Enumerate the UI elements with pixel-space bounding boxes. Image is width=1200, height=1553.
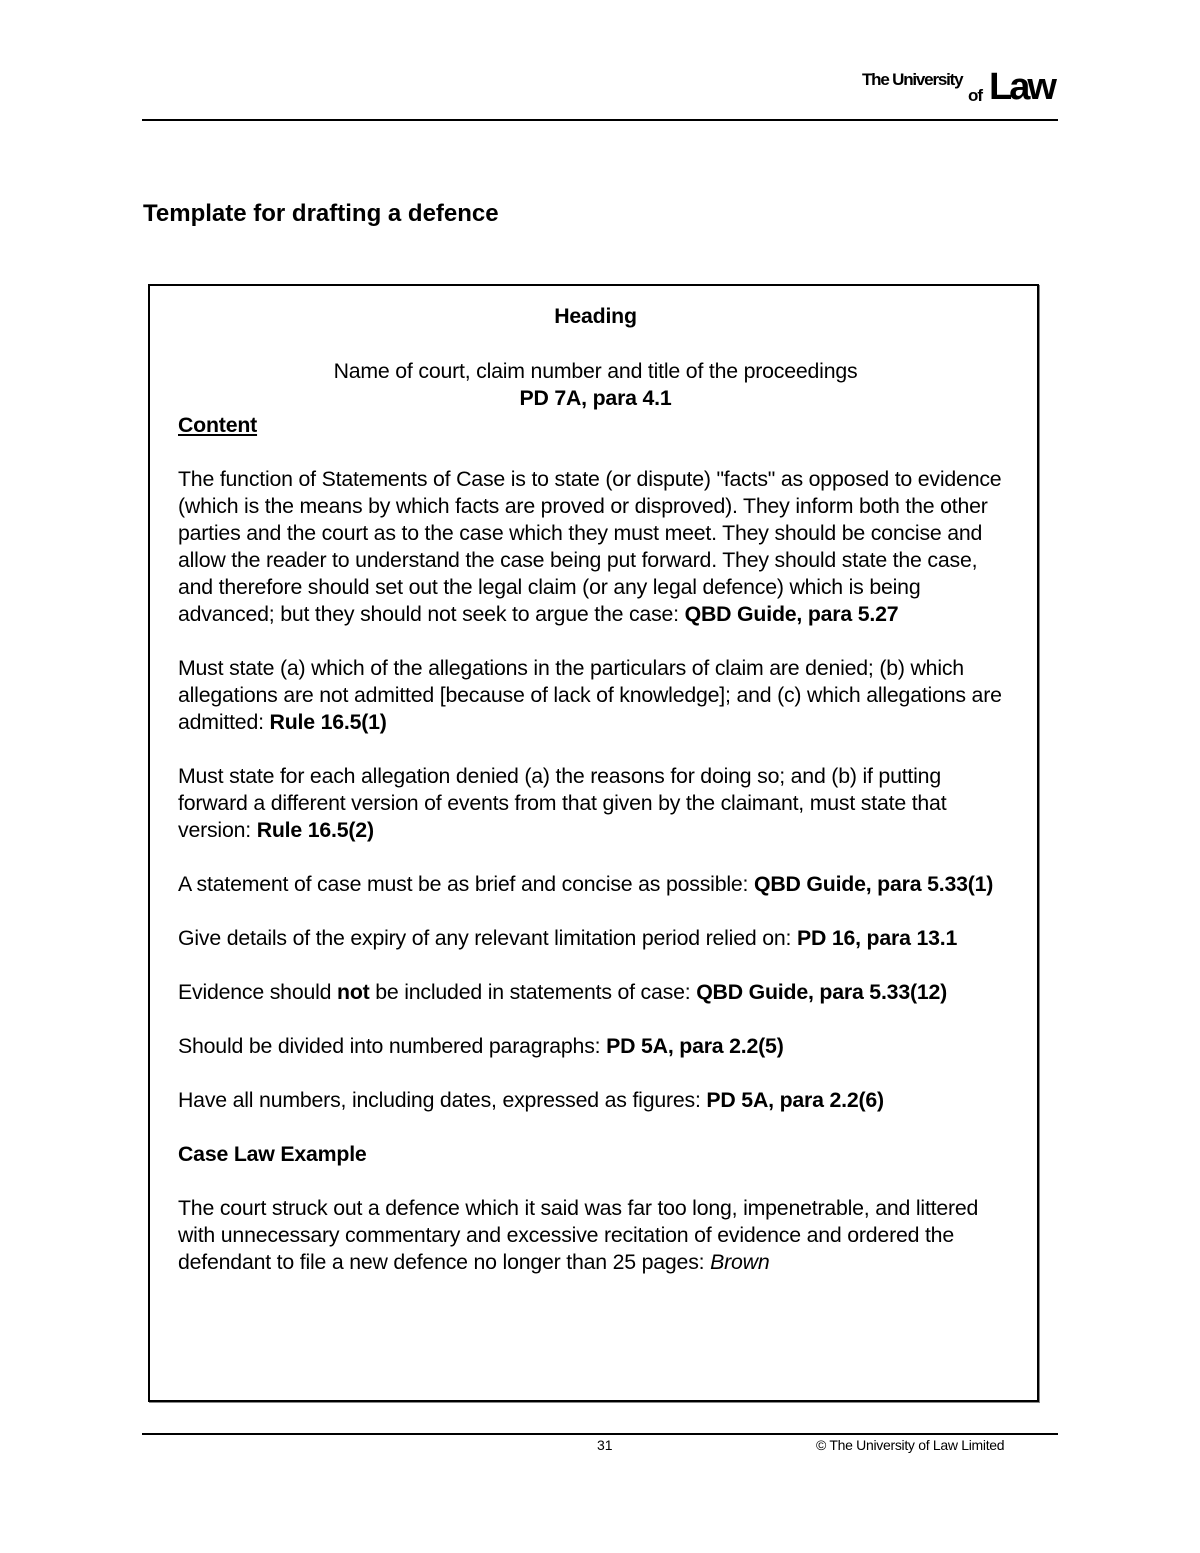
header-rule [142, 119, 1058, 121]
citation: PD 5A, para 2.2(6) [706, 1088, 884, 1112]
citation: QBD Guide, para 5.33(1) [753, 872, 994, 896]
logo-line-1: The University [862, 70, 963, 89]
paragraph-case-law: The court struck out a defence which it said was far too long, impenetrable, and littered with unnecessary commentary and excessive recitation of evidence and ordered the defendant to file a new defence no longer than 25 pages: Brown [178, 1196, 979, 1274]
citation: QBD Guide, para 5.27 [684, 602, 899, 626]
citation: Rule 16.5(2) [256, 818, 374, 842]
heading-reference: PD 7A, para 4.1 [519, 386, 672, 410]
paragraph-numbers-as-figures: Have all numbers, including dates, expressed as figures: PD 5A, para 2.2(6) [178, 1088, 884, 1112]
heading-label: Heading [554, 304, 637, 328]
university-of-law-logo [862, 68, 1062, 108]
logo-law: Law [989, 66, 1054, 108]
paragraph-function: The function of Statements of Case is to state (or dispute) "facts" as opposed to evidence (which is the means by which facts are proved or disproved). They inform both the other parties and the court as to the case which they must meet. They should be concise and allow the reader to understand the case being put forward. They should state the case, and therefore should set out the legal claim (or any legal defence) which is being advanced; but they should not seek to argue the case: QBD Guide, para 5.27 [178, 467, 1002, 626]
heading-description: Name of court, claim number and title of the proceedings [333, 359, 858, 383]
case-name: Brown [710, 1250, 770, 1274]
citation: PD 5A, para 2.2(5) [606, 1034, 784, 1058]
logo-of: of [968, 86, 983, 105]
paragraph-must-state-allegations: Must state (a) which of the allegations in the particulars of claim are denied; (b) which allegations are not admitted [because of lack of knowledge]; and (c) which allegations are admitted: Rule 16.5(1) [178, 656, 1002, 734]
paragraph-numbered-paragraphs: Should be divided into numbered paragraphs: PD 5A, para 2.2(5) [178, 1034, 784, 1058]
citation: PD 16, para 13.1 [796, 926, 958, 950]
paragraph-brief-concise: A statement of case must be as brief and concise as possible: QBD Guide, para 5.33(1) [178, 872, 994, 896]
citation: QBD Guide, para 5.33(12) [696, 980, 948, 1004]
content-label: Content [178, 413, 258, 437]
paragraph-evidence-not-included: Evidence should not be included in statements of case: QBD Guide, para 5.33(12) [178, 980, 948, 1004]
page-title: Template for drafting a defence [143, 200, 499, 227]
emphasis-not: not [337, 980, 370, 1004]
template-box [148, 284, 1039, 1402]
page-number: 31 [597, 1437, 613, 1453]
copyright-notice: © The University of Law Limited [816, 1437, 1005, 1453]
template-content [178, 286, 1013, 1276]
footer-rule [142, 1433, 1058, 1435]
case-law-label: Case Law Example [178, 1142, 367, 1166]
paragraph-limitation-period: Give details of the expiry of any relevant limitation period relied on: PD 16, para 13.1 [178, 926, 958, 950]
citation: Rule 16.5(1) [269, 710, 387, 734]
paragraph-must-state-reasons: Must state for each allegation denied (a) the reasons for doing so; and (b) if putting forward a different version of events from that given by the claimant, must state that version: Rule 16.5(2) [178, 764, 947, 842]
